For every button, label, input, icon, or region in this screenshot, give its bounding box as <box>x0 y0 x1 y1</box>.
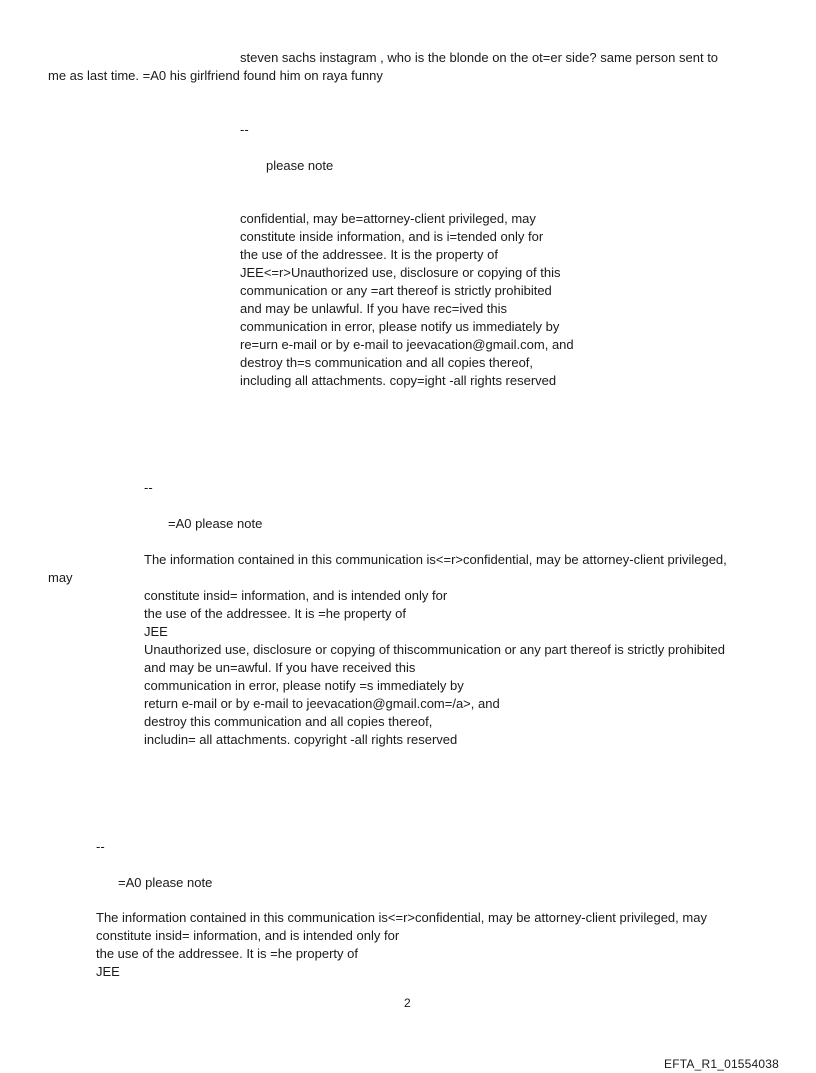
disclaimer-line: destroy this communication and all copies thereof, <box>144 714 433 729</box>
disclaimer-block-1 <box>240 210 574 390</box>
disclaimer-intro-2: The information contained in this communication is<=r>confidential, may be attorney-client privileged, <box>144 552 727 567</box>
page-number: 2 <box>404 996 411 1010</box>
disclaimer-line: the use of the addressee. It is =he property of <box>96 946 358 961</box>
disclaimer-wrap-2: may <box>48 570 73 585</box>
disclaimer-line: destroy th=s communication and all copies thereof, <box>240 355 534 370</box>
disclaimer-line: constitute insid= information, and is intended only for <box>96 928 400 943</box>
disclaimer-line: return e-mail or by e-mail to jeevacation@gmail.com=/a>, and <box>144 696 500 711</box>
note-heading-1: please note <box>266 158 334 173</box>
note-heading-2: =A0 please note <box>168 516 263 531</box>
disclaimer-line: communication in error, please notify us immediately by <box>240 319 560 334</box>
disclaimer-block-3 <box>96 909 707 981</box>
disclaimer-line: communication or any =art thereof is strictly prohibited <box>240 283 552 298</box>
disclaimer-line: JEE<=r>Unauthorized use, disclosure or copying of this <box>240 265 561 280</box>
disclaimer-line: including all attachments. copy=ight -all rights reserved <box>240 373 557 388</box>
message-line-1: steven sachs instagram , who is the blonde on the ot=er side? same person sent to <box>240 50 719 65</box>
disclaimer-line: and may be unlawful. If you have rec=ived this <box>240 301 508 316</box>
note-heading-3: =A0 please note <box>118 875 213 890</box>
separator-3: -- <box>96 839 105 854</box>
disclaimer-line: the use of the addressee. It is the property of <box>240 247 498 262</box>
disclaimer-block-2 <box>144 587 725 749</box>
disclaimer-line: Unauthorized use, disclosure or copying of thiscommunication or any part thereof is strictly prohibited <box>144 642 725 657</box>
document-id: EFTA_R1_01554038 <box>664 1057 780 1071</box>
separator-1: -- <box>240 122 249 137</box>
disclaimer-line: JEE <box>96 964 120 979</box>
disclaimer-line: The information contained in this communication is<=r>confidential, may be attorney-client privileged, may <box>96 910 707 925</box>
disclaimer-line: and may be un=awful. If you have received this <box>144 660 416 675</box>
disclaimer-line: includin= all attachments. copyright -all rights reserved <box>144 732 458 747</box>
disclaimer-line: re=urn e-mail or by e-mail to jeevacation@gmail.com, and <box>240 337 574 352</box>
message-line-2: me as last time. =A0 his girlfriend found him on raya funny <box>48 68 383 83</box>
disclaimer-line: the use of the addressee. It is =he property of <box>144 606 406 621</box>
disclaimer-line: communication in error, please notify =s immediately by <box>144 678 464 693</box>
disclaimer-line: constitute insid= information, and is intended only for <box>144 588 448 603</box>
disclaimer-line: constitute inside information, and is i=tended only for <box>240 229 544 244</box>
separator-2: -- <box>144 480 153 495</box>
disclaimer-line: JEE <box>144 624 168 639</box>
disclaimer-line: confidential, may be=attorney-client privileged, may <box>240 211 536 226</box>
